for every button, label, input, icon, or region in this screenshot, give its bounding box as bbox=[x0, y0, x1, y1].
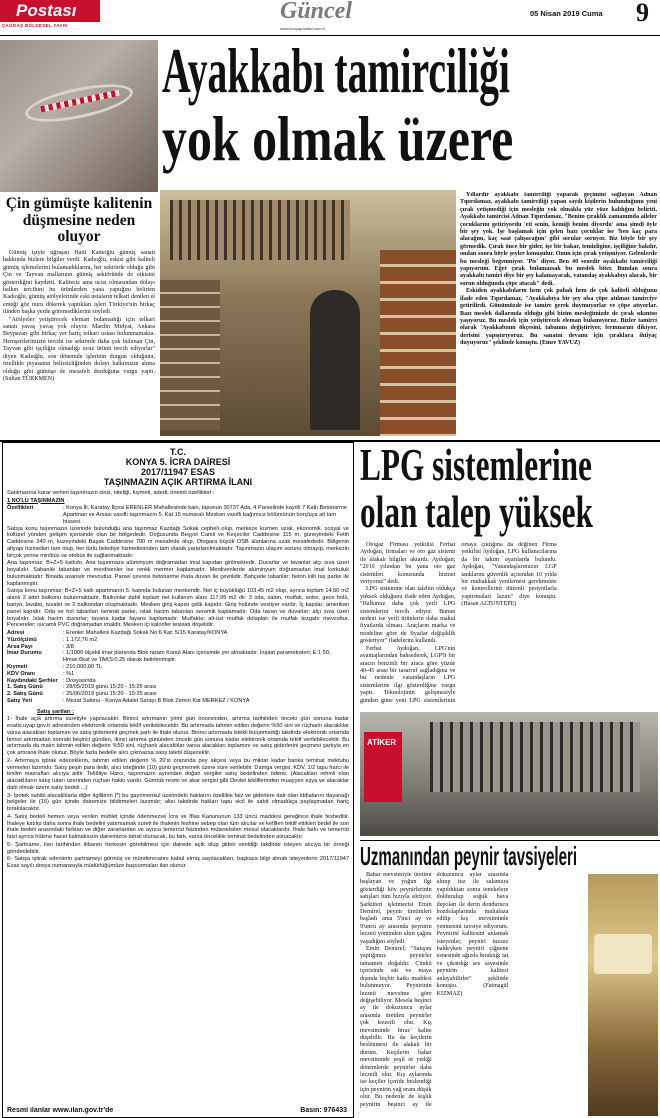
main-paragraph: Eskiden ayakkabıların hem çok pahalı hem de çok kaliteli olduğunu ifade eden Tıpırdamaz, "Ayakkabıya bir şey olsa çöpe atılmaz tamirciye getirilirdi. Günümüzde ise tamire gerek duymuyorlar ve çöpe atıyorlar. Bazı meslek dallarında olduğu gibi bizim mesleğimizde de çırak sıkıntısı yaşıyoruz. Bu meslek için yetiştirecek eleman bulamıyoruz. Bizler tamirci olarak 'Ayakkabının ökçesini, tabanını değiştiriyor, fermuarını dikiyor, derisini yapıştırıyoruz. Bu sanatın devamı için çıraklara ihtiyaç duyuyoruz" şeklinde konuştu. (Emre YAVUZ) bbox=[460, 288, 657, 347]
notice-condition: 1- İhale açık artırma suretiyle yapılacaktır. Birinci artırmanın yirmi gün öncesinden, artırma tarihinden önceki gün sonuna kadar esatis.uyap.gov.tr adresinden elektronik ortamda teklif verilebilecektir. Bu artırmada tahmin edilen değerin %50 sini ve rüçhanlı alacaklılar varsa alacakları toplamını ve satış giderlerini geçmek şartı ile ihale olunur. Birinci artırmada istekli bulunmadığı takdirde elektronik ortamda birinci artırmadan sonraki beşinci günden, ikinci artırma gününden önceki gün sonuna kadar elektronik ortamda teklif verilebilecektir. Bu artırmada da malın tahmin edilen değerin %50 sini, rüçhanlı alacaklılar varsa alacakları toplamını ve satış giderlerini geçmesi şartıyla en çok artırana ihale olunur. Böyle fazla bedelle alıcı çıkmazsa satış talebi düşecektir. bbox=[7, 716, 349, 757]
site-url: www.konyapostasi.com.tr bbox=[280, 26, 326, 31]
field-value: : 25/06/2019 günü 15:20 - 15:25 arası bbox=[63, 691, 157, 698]
field-label: Kaydındaki Şerhler bbox=[7, 677, 58, 684]
notice-field-row bbox=[7, 671, 349, 678]
field-label: Özellikleri bbox=[7, 505, 34, 512]
logo-text: Postası bbox=[16, 1, 77, 20]
field-label: KDV Oranı bbox=[7, 670, 35, 677]
notice-description: Satışa konu taşınmazın üzerinde bulunduğu ana taşınmaz Kazdağı Sokak cepheli olup, merkeze kısmen uzak, ekonomik, sosyal ve kültürel yönden gelişim içerisinde olan bir bölgededir. Doğusunda Beşyol Camii ve Keçeciler Caddesine 115 m, güneyindeki Fetih Caddesine 240 m, kuzeyindeki Başak Caddesine 700 m mesafede olup, Otogara büyük OSB alanlarına uzak mesafededir. Bölgenin altyapı hizmetleri tam olup, her türlü belediye hizmetlerinden tam olarak yararlanılmaktadır. Taşınmazın ulaşım sorunu olmayıp, merkezin birçok yerine minibüs ve otobüs ile sağlanmaktadır. bbox=[7, 525, 349, 559]
field-value: : Konya İli, Karatay İlçesi ERENLER Mahallesinde kain, tapunun 30737 Ada, 4 Parselinde kayıtlı 7 Katlı Betonarme Apartman ve Arsası vasıflı taşınmazın 5. Kat 15 numaralı Mesken vasıflı bağımsız bölümünün borçluya ait tam hissesi. bbox=[63, 505, 347, 525]
field-value: : Mezat Salonu - Konya Adalet Sarayı B Blok Zemin Kat MERKEZ / KONYA bbox=[63, 697, 250, 704]
main-headline-block bbox=[160, 36, 660, 188]
field-value: : %1 bbox=[63, 670, 75, 677]
cheese-headline-bar bbox=[360, 840, 660, 870]
lpg-body bbox=[360, 542, 658, 710]
field-value: : 28/05/2019 günü 15:20 - 15:25 arası bbox=[63, 684, 157, 691]
silver-photo bbox=[0, 40, 158, 192]
notice-field-row bbox=[7, 664, 349, 671]
field-value: : 3/8 bbox=[63, 643, 74, 650]
notice-field-row bbox=[7, 698, 349, 705]
lpg-paragraph: Otogaz Firması yetkilisi Ferhat Aydoğan, firmaları ve oto gaz sistemi ile alakalı bilgiler aktardı. Aydoğan; "2010 yılından bu yana oto gaz sistemleri konusunda hizmet veriyoruz" dedi. bbox=[360, 542, 456, 586]
cheese-photo bbox=[588, 874, 658, 1116]
notice-tc: T.C. bbox=[169, 447, 186, 457]
notice-title: TAŞINMAZIN AÇIK ARTIRMA İLANI bbox=[103, 477, 253, 487]
workshop-sign-text: ATİKER bbox=[367, 738, 397, 747]
field-label: 1. Satış Günü bbox=[7, 684, 43, 691]
silver-paragraph: "Atölyeler yetiştirecek eleman bulamadığı için telkari sanatı yavaş yavaş yok oluyor. Mardin Midyat, Ankara Beypazarı gibi birkaç yer hariç telkari ustası bulunmamakta. Hemşerilerimizin tercihi ise sektörde daha çok bulunan Çin, Tayvan gibi işçiliğin olmadığı ucuz ürünü tercih ediyorlar" diyen Kadıoğlu, son dönemde işlerinin durgun olduğunu, özellikle piyasanın belirsizliğinden dolayı halkımızın alıma olduğu gibi gümüşe de mesafeli durduğuna vurgu yaptı. (Sultan TÜRKMEN) bbox=[3, 316, 155, 382]
lpg-workshop-photo bbox=[360, 712, 658, 836]
page-number: 9 bbox=[636, 0, 649, 27]
notice-office: KONYA 5. İCRA DAİRESİ bbox=[125, 457, 231, 467]
field-value: : Dosyasında bbox=[63, 677, 96, 684]
shoemaker-figure bbox=[310, 290, 360, 430]
field-label: Satış Yeri bbox=[7, 697, 33, 704]
main-paragraph: Yıllardır ayakkabı tamirciliği yaparak geçimini sağlayan Adnan Tıpırdamaz, ayakkabı tamirciliği yapan sayılı kişilerin bulunduğunu yeni çırak yetişmediği için mesleğin yok olmakla yüz yüze kaldığını belirtti. Ayakkabı tamircisi Adnan Tıpırdamaz, "Benim çıraklık zamanımda aileler çocuklarını getiriyordu 'eti senin, kemiği benim diyordu' ama şimdi öyle bir şey yok. İşe başlamak için gelen bazı çocuklar ise 'ben kaç para alacağım, kaç saat çalışacağım' gibi sorular soruyor. Biz böyle bir şey görmedik. Çırak önce bir gider, işe bir bakar, temizligine, işçiliğine bakılır, ondan sonra böyle şeyler konuşulur. Onun için çırak yetişmiyor. Gelenlerde bu mesleği beğenmiyor. 'Pis' diyor. Ben 40 senedir ayakkabı tamirciliği yapıyorum. Eğer çırak bulamazsak bu meslek biter. Bundan sonra ayakkabı tamiri diye bir şey kalamayacak, vatandaş ayakkabıyı alacak, bir sorun olduğunda çöpe atacak" dedi. bbox=[460, 192, 657, 287]
notice-intro: Satılmasına karar verilen taşınmazın cinsi, niteliği, kıymeti, adedi, önemli özellikleri : bbox=[7, 490, 215, 496]
cheese-display bbox=[594, 934, 652, 974]
auction-notice bbox=[2, 442, 354, 1118]
issue-date: 05 Nisan 2019 Cuma bbox=[530, 9, 603, 18]
notice-footer-left: Resmî ilanlar www.ilan.gov.tr'de bbox=[7, 1107, 114, 1114]
notice-description: Satışa konu taşınmaz; B+Z+5 katlı apartmanın 5. katında bulunan meskendir. Net iç büyüklüğü 103,45 m2 olup, ayrıca toplam 14,50 m2 alanlı 2 adet balkonu bulunmaktadır. Balkonlar dahil toplam net kullanım alanı 117,95 m2 dir. 3 oda, salon, mutfak, antre, gece holü, banyo, lavabo, tuvalet ve 2 balkondan oluşmaktadır. Mesken giriş kapısı çelik kapıdır. Giriş holünde vestiyer vardır. İç kapılar; amerikan panel kapıdır. Oda ve hol tabanları laminat parke, ıslak hacim tabanları seramik kaplamadır. Oda tavan ve duvarlar; alçı sıva üzeri boyalıdır. Islak hacim duvarlar; tavana kadar fayans kaplamadır. Mutfakta; alt-üst mutfak dolapları ile mutfak tezgahı mevcuttur. Pencereler; ısıcamlı PVC doğramadan imaldir. Mesken içi kalorifer tesisatı döşelidir. bbox=[7, 588, 349, 629]
notice-condition: 3- İpotek sahibi alacaklılarla diğer ilgililerin (*) bu gayrimenkul üzerindeki haklarını özellikle faiz ve giderlere dair olan iddialarını dayanağı belgeler ile (15) gün içinde dairemize bildirmeleri lazımdır; aksi takdirde hakları tapu sicil ile sabit olmadıkça paylaşmadan hariç bırakılacaktır. bbox=[7, 792, 349, 813]
field-label: Yüzölçümü bbox=[7, 636, 37, 643]
cheese-paragraph: Emin Demirel; "Satışını yaptığımız peynirler tamamen doğaldır. Çünkü içerisinde süt ve maya dışında hiçbir katkı maddesi bulunmuyor. Peynirinin lezzeti mevsime göre değişebiliyor. Mesela beşinci ay ile dokuzuncu aylar arasında üretilen peynirler çok lezzetli olur. Kış mevsiminde biraz kalite düşebilir. Bu da keçilerin beslenmesi ile alakalı bir durum. Keçilerin bahar mevsiminde yeşil ot yediği dönemlerde peynirler daha lezzetli olur. Kış aylarında ise keçiler içeride beslendiği için peynirin yağ oranı düşük olur. Bu nedenle de kışlık peynirin beşinci ay ile dokuzuncu aylar arasında alınıp tuz ile salamura yapıldıktan sonra tenekelere doldurulup soğuk hava depoları ile derin dondurucu bozdolaplarında muhafaza edilip kış mevsiminde yenmesini tavsiye ediyorum. Peynirini kalitesini anlamak isteyenler, peyniri tuzsuz baldeyken peyniri çiğnene esnesinde ağızda bıraktığı tat ve çıkardığı ses sayesinde peynirin kalitesi anlayabilirler" şeklinde konuştu. (Fatmagül KIZMAZ) bbox=[360, 872, 509, 1108]
shelf-right bbox=[380, 250, 456, 436]
lpg-headline-line-1: LPG sistemlerine bbox=[360, 440, 592, 490]
field-label: Arsa Payı bbox=[7, 643, 33, 650]
notice-footer-right: Basın: 976433 bbox=[300, 1107, 347, 1114]
main-headline-line-2: yok olmak üzere bbox=[162, 104, 514, 174]
tool-wall bbox=[170, 200, 350, 260]
field-label: İmar Durumu bbox=[7, 650, 42, 657]
field-label: Adresi bbox=[7, 629, 25, 636]
tool-wall-lpg bbox=[430, 722, 640, 792]
field-value: : 210.000,00 TL bbox=[63, 663, 103, 670]
lpg-paragraph: LPG sistemine olan talebin oldukça yüksek olduğunu ifade eden Aydoğan, "Halkımız daha çok yerli LPG sistemlerini tercih ediyor. Bunun nedeni ise yerli ürünlerin daha makul fiyatlarda olması. Araçların marka ve modeline göre de fiyatlar değişiklik gösteriyor" ifadelerini kullandı. bbox=[360, 586, 456, 645]
silver-headline: Çin gümüşte kalitenin düşmesine neden oluyor bbox=[5, 196, 153, 245]
notice-field-row bbox=[7, 650, 349, 664]
field-value: : 1.172,76 m2 bbox=[63, 636, 98, 643]
cheese-headline: Uzmanından peynir tavsiyeleri bbox=[360, 841, 578, 870]
notice-condition: 4- Satış bedeli hemen veya verilen mühlet içinde ödenmezse İcra ve İflas Kanununun 133 üncü maddesi gereğince ihale feshedilir. İhaleye katılıp daha sonra ihale bedelini yatırmamak sureti ile ihalenin feshine sebep olan tüm alıcılar ve kefilleri teklif ettikleri bedel ile son ihale bedeli arasındaki farktan ve diğer zararlardan ve ayrıca temerrüt faizinden müteselsilen mesul olacaklardır. İhale farkı ve temerrüt faizi ayrıca hükme hacet kalmaksızın dairemizce tahsil olunacak, bu fark, varsa öncelikle teminat bedelinden alınacaktır. bbox=[7, 813, 349, 841]
shoe-shop-photo bbox=[160, 190, 456, 436]
main-body bbox=[460, 192, 657, 438]
cheese-body bbox=[360, 872, 585, 1116]
notice-field-row bbox=[7, 684, 349, 691]
lpg-paragraph: Ferhat Aydoğan, LPG'nin avantajlarından bahsederek, LGP'li bir aracın benzinli bir araca göre yüzde 40-45 arası bir tasarruf sağladığına ve bu nedenle vatandaşların LPG sistemlerine ilgi gösterdiğine vurgu yaptı. Teknolojinin gelişmesiyle günden güne yeni LPG sistemlerinin ortaya çıktığına da değinen Firma yetkilisi Aydoğan, LPG kullanıcılarına da bir takım uyarılarda bulundu. Aydoğan, "Vatandaşlarımızın LGP tanklarını güvenlik açısından 10 yılda bir muhakkak yenilemesi gerekmekte ve kontrollerini düzenli periyotlarla yaptırmaları lazım" diye konuştu. (Hasan ALTUNTEPE) bbox=[360, 542, 557, 704]
notice-condition: 6- Satışa iştirak edenlerin şartnameyi görmüş ve münderecatını kabul etmiş sayılacakları, başkaca bilgi almak isteyenlerin 2017/11947 Esas sayılı dosya numarasıyla müdürlüğümüze başvurmaları ilan olunur. bbox=[7, 856, 349, 869]
notice-features-row bbox=[7, 505, 349, 525]
notice-condition: 2- Artırmaya iştirak edeceklerin, tahmin edilen değerin % 20'si oranında pey akçesi veya bu miktar kadar banka teminat mektubu vermeleri lazımdır. Satış peşin para iledir, alıcı isteğinde (10) günü geçmemek üzere süre verilebilir. Damga vergisi, KDV, 1/2 tapu harcı ile teslim masrafları alıcıya aittir. Tellâliye Harcı, taşınmazın aynından doğan vergiler satış bedelinden ödenir. (Alacakları rehinli olan alacaklıların satış tutarı üzerinden rüçhan hakkı vardır. Gümrük resmi ve akar vergisi gibi Devlet tekliflerinden muayyen eşya ve alacaklar dahi olmak üzere satış bedeli ...) bbox=[7, 757, 349, 792]
notice-field-row bbox=[7, 637, 349, 644]
notice-field-row bbox=[7, 630, 349, 637]
notice-field-row bbox=[7, 691, 349, 698]
notice-description: Ana taşınmaz; B+Z+5 katlıdır. Ana taşınmaza alüminyum doğramadan imal kapıdan girilmektedir. Duvarlar ve tavanlar alçı sıva üzeri boyalıdır. Sahanlık tabanları ve merdivenler ise renkli mermer kaplamadır. Merdivenlerde alüminyum doğramadan imal korkuluk bulunmaktadır. Binada asansör mevcuttur. Parsel çevresi betonarme ihata duvarı ile çevrilidir. Bahçede tabanlar; beton kilit taş parke ile kaplanmıştır. bbox=[7, 560, 349, 587]
silver-body bbox=[3, 250, 155, 420]
workshop-sign bbox=[364, 732, 402, 802]
field-label: 2. Satış Günü bbox=[7, 691, 43, 698]
logo bbox=[0, 0, 100, 22]
notice-conditions-title: Satış şartları : bbox=[37, 708, 74, 715]
cheese-paragraph: Bahar mevsimiyle üretimi başlayan ve yoğun ilgi gösterdiği köy peynirlerinin satışları tüm hızıyla sürüyor. Şarküteri işletmecisi Emin Demirel, peynir üretimleri başladı ama 5'inci ay ve 9'uncu ay arasında peynirin lezzeti yönünden altın çağını yaşadığını söyledi. bbox=[360, 872, 432, 945]
shelf-left bbox=[160, 280, 220, 430]
logo-tagline: ÇAĞDAŞ BÖLGESEL YAYIN bbox=[2, 23, 68, 28]
section-title: Güncel bbox=[280, 0, 352, 24]
main-headline-line-1: Ayakkabı tamirciliği bbox=[162, 36, 510, 106]
silver-paragraph: Gümüş işiyle uğraşan Hadi Kadıoğlu gümüş sanatı hakkında bizlere bilgiler verdi. Kadıoğlu, eskisi gibi kaliteli gümüş işlemelerini bulamadıklarını, her sektörde olduğu gibi Çin ve Tayvan mallarının gümüş sektöründe de etkisini gösterdiğini kaydetti. Kalitesiz ama ucuz olmasından dolayı halkın tercihini bu ürünlerden yana yaptığını belirten Kadıoğlu, gümüş atölyelerinde eski ustaların telkari denilen el emeği göz nuru dökerek yaptıkları işleri Türkiye'nin birkaç ilinden başka yerde göremediklerini söyledi. bbox=[3, 250, 155, 316]
field-value: : 1/1000 ölçekli imar planında Blok nizam Konut Alanı içerisinde yer almaktadır. İnşaat parametreleri; E:1.50, Hmax:6kat ve TAKS:0.25 olarak belirlenmiştir. bbox=[63, 650, 331, 664]
notice-condition: 5- Şartname, ilan tarihinden itibaren herkesin görebilmesi için dairede açık olup gideri verildiği takdirde isteyen alıcıya bir örneği gönderilebilir. bbox=[7, 841, 349, 855]
masthead bbox=[0, 0, 660, 36]
lpg-headline-line-2: olan talep yüksek bbox=[360, 487, 593, 537]
field-value: : Erenler Mahallesi Kazdağı Sokak No:6 Kat: 5/15 Karatay/KONYA bbox=[63, 629, 228, 636]
field-label: Kıymeti bbox=[7, 663, 28, 670]
notice-item-title: 1 NO'LU TAŞINMAZIN bbox=[7, 497, 65, 504]
notice-field-row bbox=[7, 678, 349, 685]
notice-case: 2017/11947 ESAS bbox=[140, 467, 216, 477]
